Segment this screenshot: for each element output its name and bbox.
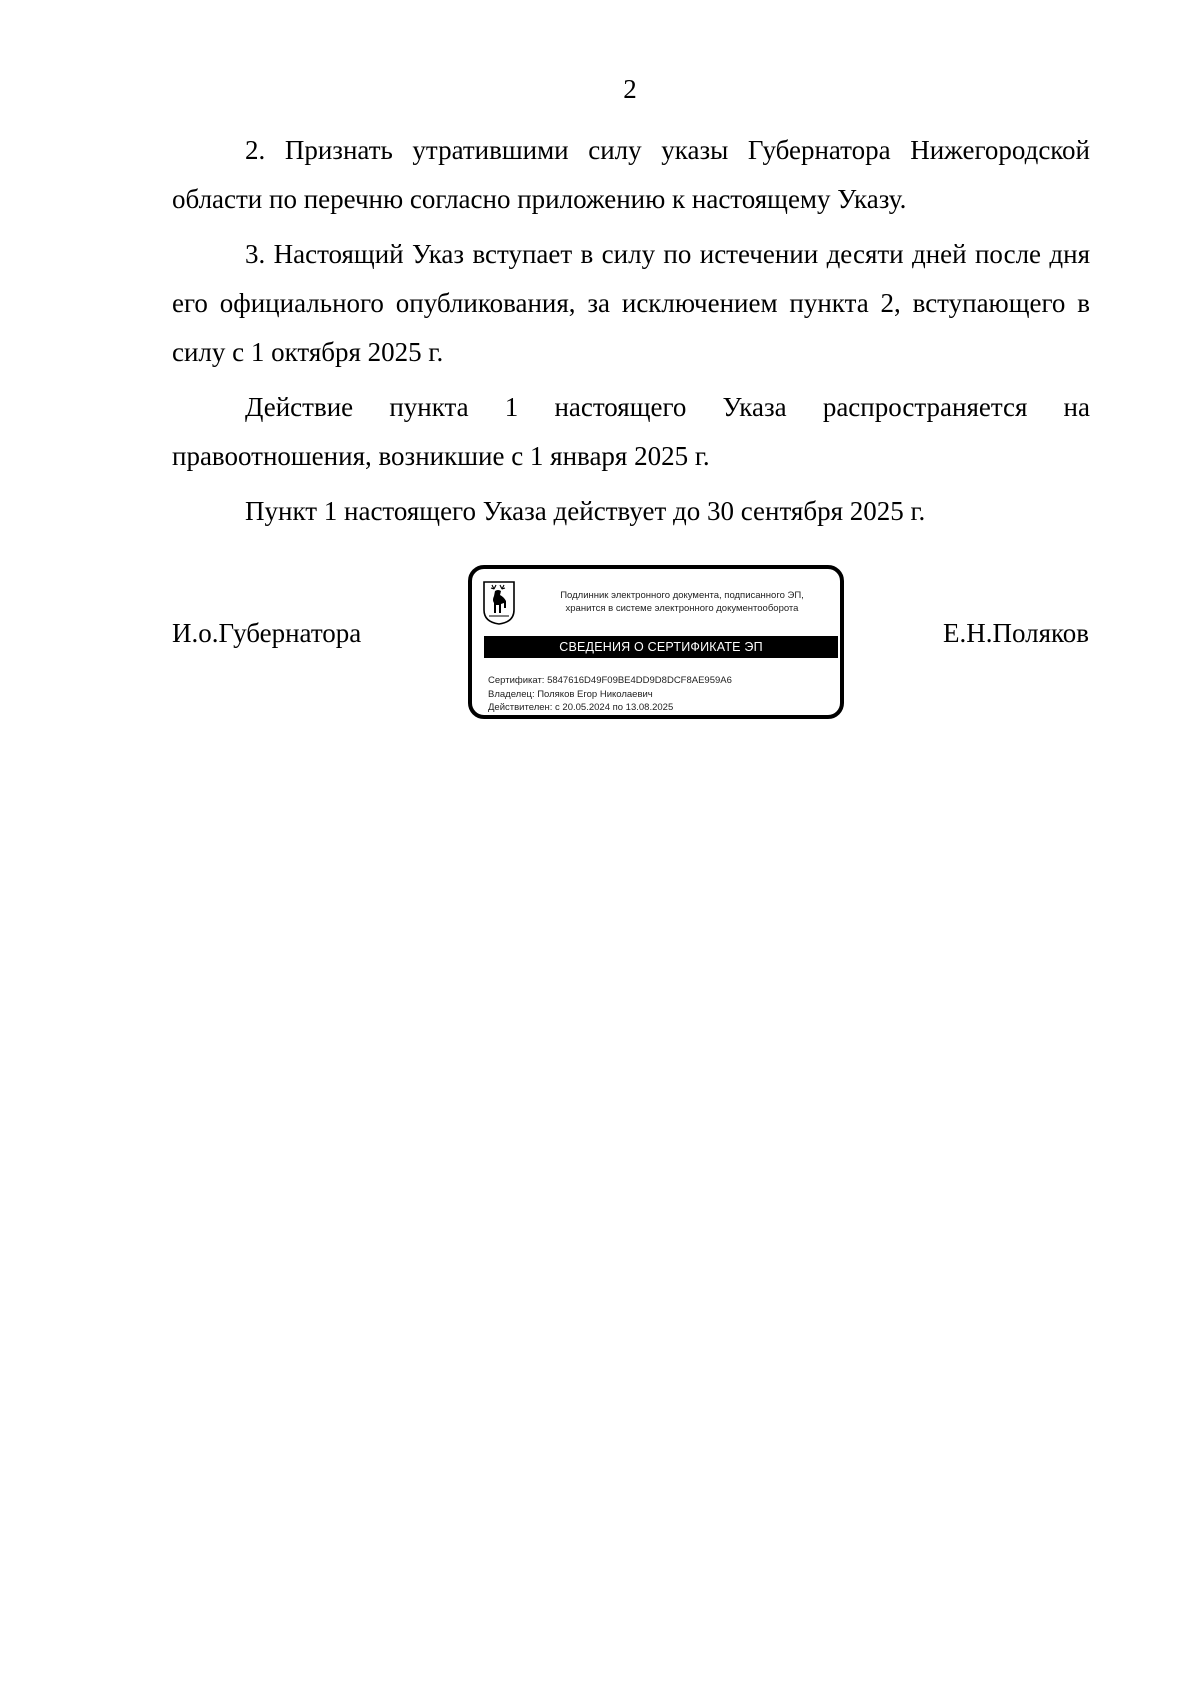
paragraph-validity: Пункт 1 настоящего Указа действует до 30 сентября 2025 г. — [245, 496, 926, 526]
stamp-header-line-1: Подлинник электронного документа, подписанного ЭП, — [560, 590, 804, 601]
certificate-number: Сертификат: 5847616D49F09BE4DD9D8DCF8AE959A6 — [488, 675, 732, 686]
signature-title: И.о.Губернатора — [172, 618, 362, 648]
paragraph-effect: Действие пункта 1 настоящего Указа распространяется на правоотношения, возникшие с 1 января 2025 г. — [172, 392, 1090, 471]
deer-coat-of-arms-icon — [482, 580, 516, 626]
page-number: 2 — [623, 74, 637, 104]
electronic-signature-stamp — [468, 565, 844, 719]
document-body — [172, 126, 1090, 536]
certificate-info-bar: СВЕДЕНИЯ О СЕРТИФИКАТЕ ЭП — [484, 636, 838, 658]
certificate-validity: Действителен: с 20.05.2024 по 13.08.2025 — [488, 702, 674, 713]
stamp-header-line-2: хранится в системе электронного документооборота — [565, 603, 799, 614]
paragraph-2: 2. Признать утратившими силу указы Губернатора Нижегородской области по перечню согласно приложению к настоящему Указу. — [172, 135, 1090, 214]
signature-name: Е.Н.Поляков — [942, 618, 1089, 648]
certificate-details — [488, 674, 732, 715]
paragraph-3: 3. Настоящий Указ вступает в силу по истечении десяти дней после дня его официального опубликования, за исключением пункта 2, вступающего в силу с 1 октября 2025 г. — [172, 239, 1090, 367]
stamp-header — [524, 589, 840, 615]
certificate-owner: Владелец: Поляков Егор Николаевич — [488, 688, 653, 700]
